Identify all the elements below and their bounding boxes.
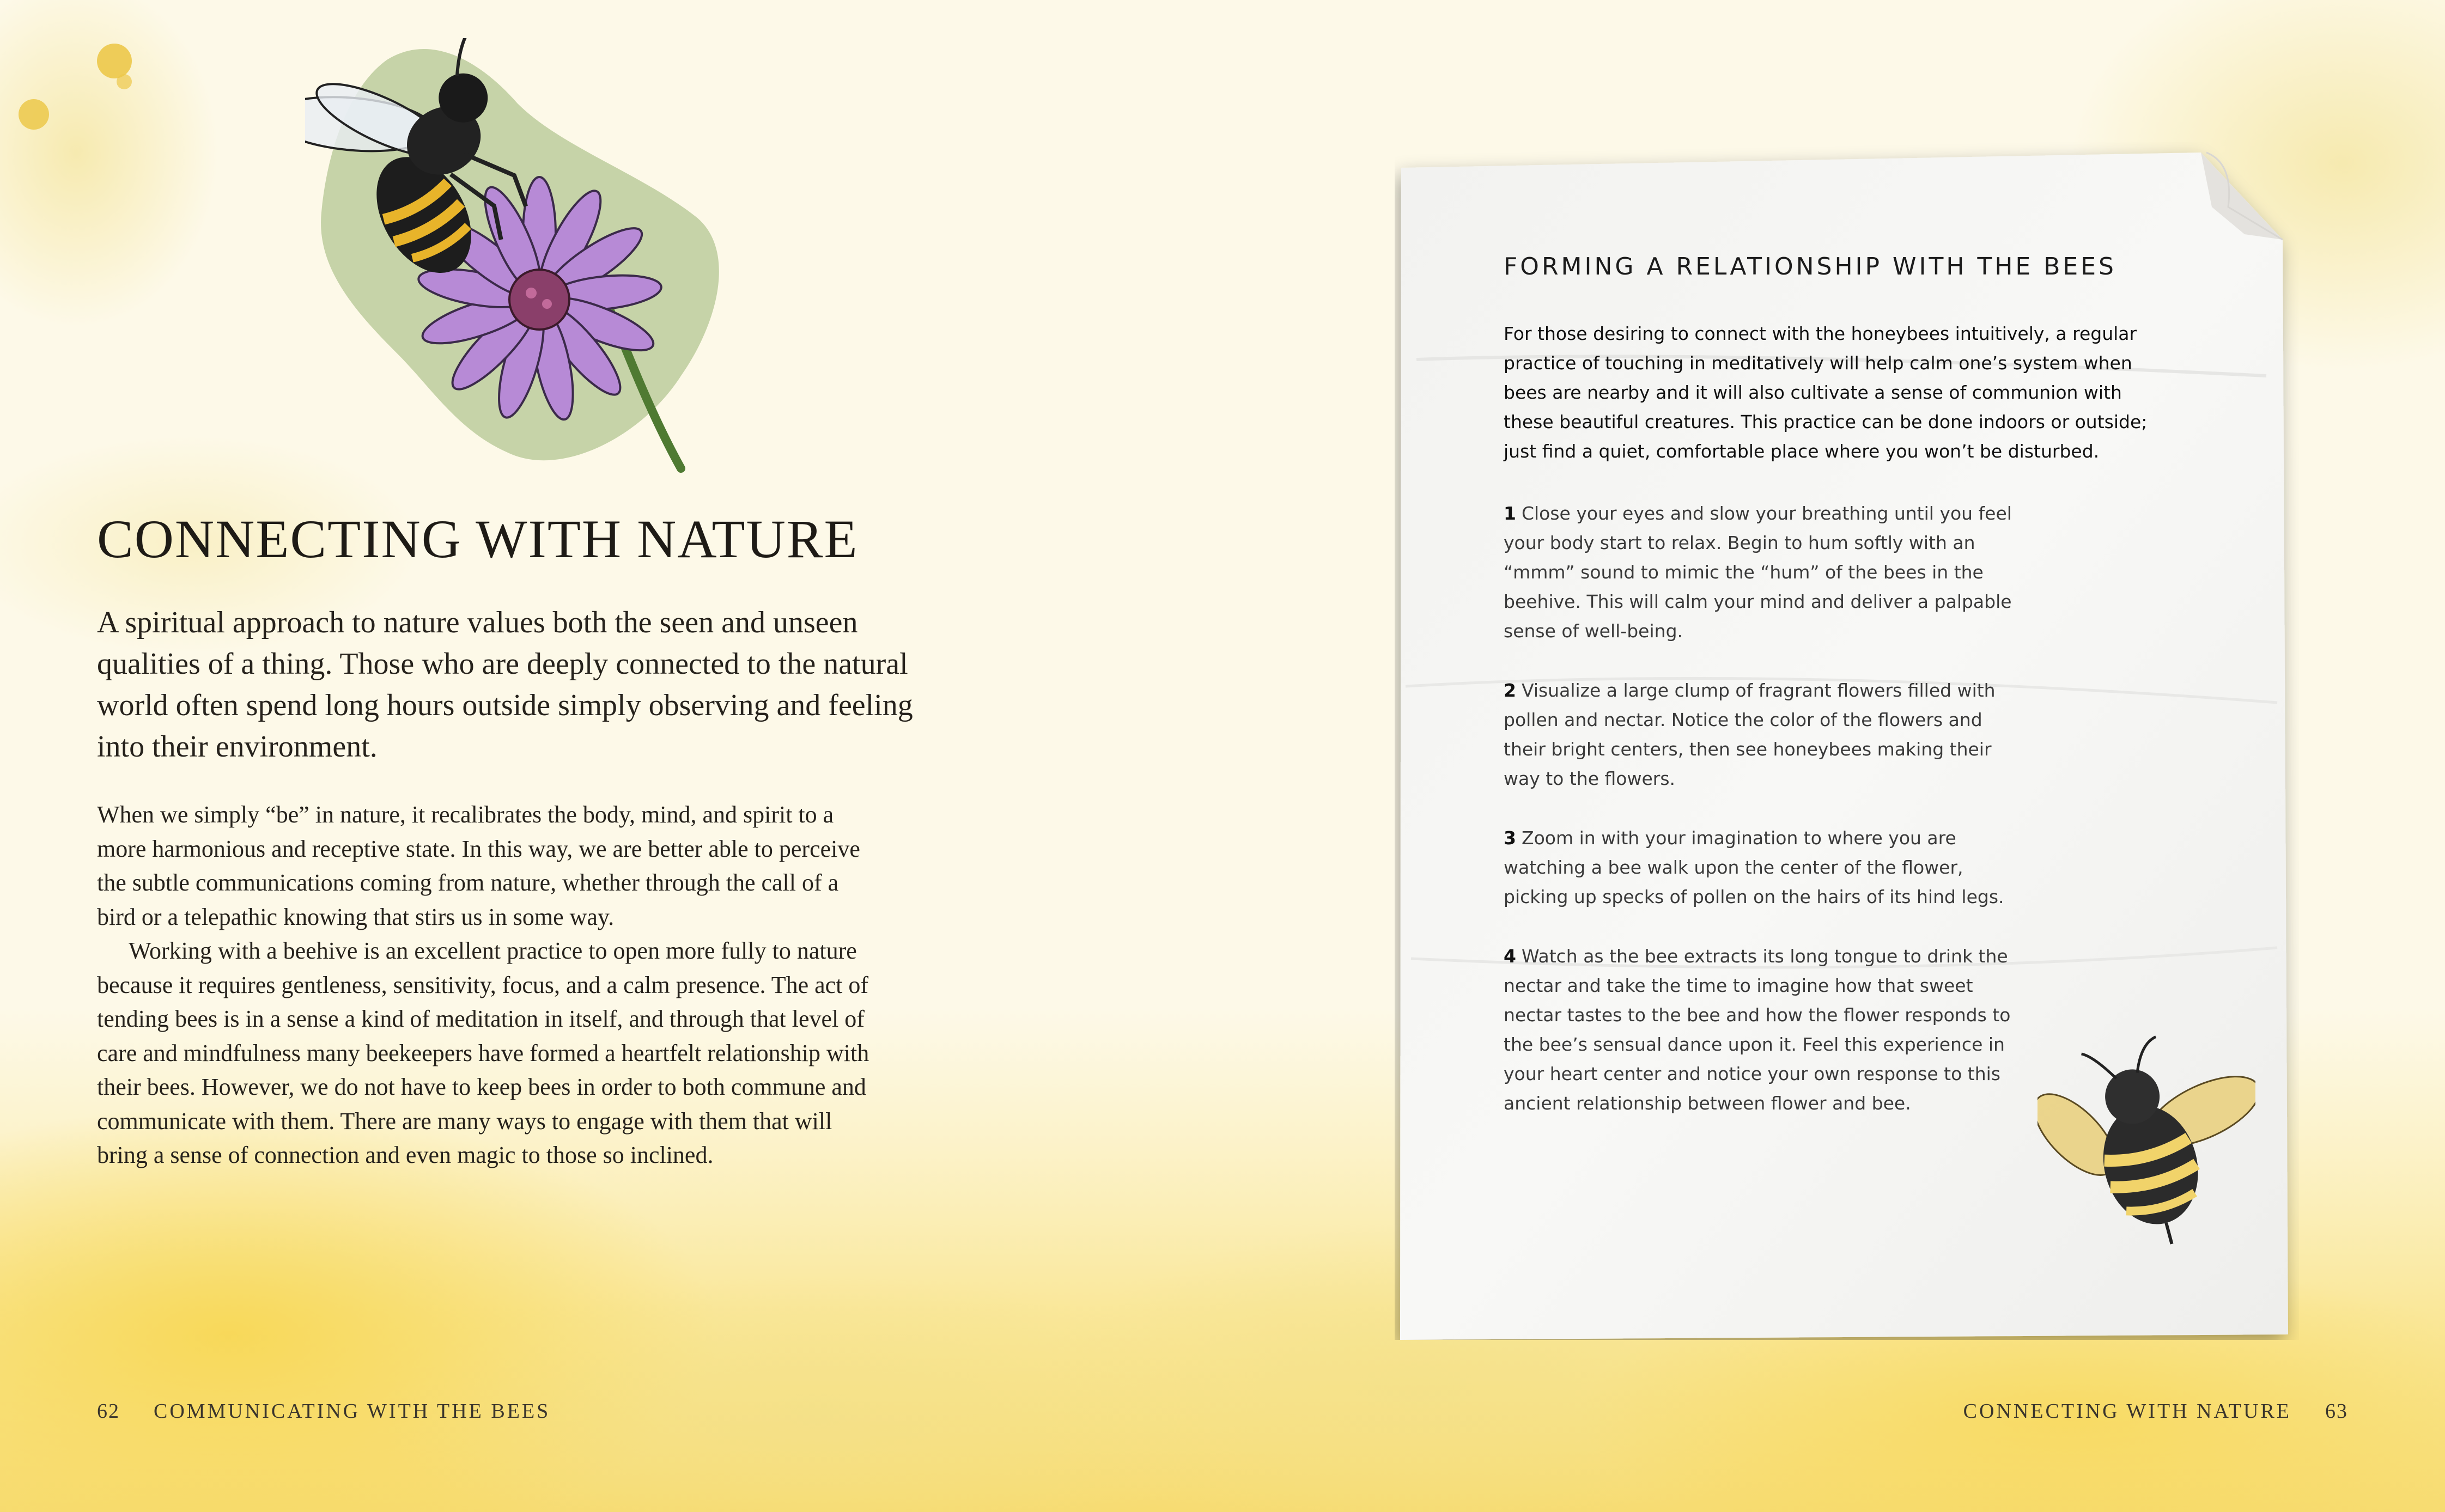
bee-and-coneflower-illustration [305,38,719,474]
right-running-head: CONNECTING WITH NATURE [1963,1400,2291,1423]
left-folio [97,1401,550,1422]
step-number: 1 [1504,503,1516,524]
step-text: Zoom in with your imagination to where you are watching a bee walk upon the center of the flower, picking up specks of pollen on the hairs of its hind legs. [1504,827,2004,907]
bumblebee-icon [2038,1035,2255,1253]
practice-steps [1504,499,2016,1148]
left-page-number: 62 [97,1400,120,1423]
step-item [1504,499,2016,646]
note-intro: For those desiring to connect with the honeybees intuitively, a regular practice of touching in meditatively will help calm one’s system when bees are nearby and it will also cultivate a sense of communion with these beautiful creatures. This practice can be done indoors or outside; just find a quiet, comfortable place where you won’t be disturbed. [1504,323,2148,462]
note-title: FORMING A RELATIONSHIP WITH THE BEES [1504,253,2116,281]
body-paragraph-1: When we simply “be” in nature, it recalibrates the body, mind, and spirit to a more harmonious and receptive state. In this way, we are better able to perceive the subtle communications coming from nature, whether through the call of a bird or a telepathic knowing that stirs us in some way. [97,801,860,930]
step-text: Watch as the bee extracts its long tongue to drink the nectar and take the time to imagine how that sweet nectar tastes to the bee and how the flower responds to the bee’s sensual dance upon it. Feel this experience in your heart center and notice your own response to this ancient relationship between flower and bee. [1504,946,2011,1114]
step-text: Visualize a large clump of fragrant flowers filled with pollen and nectar. Notice the color of the flowers and their bright centers, then see honeybees making their way to the flowers. [1504,680,1996,789]
right-folio [1963,1401,2348,1422]
body-paragraph-2: Working with a beehive is an excellent practice to open more fully to nature because it requires gentleness, sensitivity, focus, and a calm presence. The act of tending bees is in a sense a kind of meditation in itself, and through that level of care and mindfulness many beekeepers have formed a heartfelt relationship with their bees. However, we do not have to keep bees in order to both commune and communicate with them. There are many ways to engage with them that will bring a sense of connection and even magic to those so inclined. [97,937,869,1168]
right-page-number: 63 [2325,1400,2348,1423]
step-number: 2 [1504,680,1516,701]
lead-paragraph: A spiritual approach to nature values both the seen and unseen qualities of a thing. Those who are deeply connected to the natural world often spend long hours outside simply observing and feeling into their environment. [97,606,913,764]
left-running-head: COMMUNICATING WITH THE BEES [154,1400,551,1423]
step-number: 3 [1504,827,1516,849]
step-item [1504,676,2016,794]
step-number: 4 [1504,946,1516,967]
step-item [1504,942,2016,1118]
page-title: CONNECTING WITH NATURE [97,509,859,569]
step-item [1504,824,2016,912]
body-text [97,798,881,1173]
step-text: Close your eyes and slow your breathing until you feel your body start to relax. Begin to hum softly with an “mmm” sound to mimic the “hum” of the bees in the beehive. This will calm your mind and deliver a palpable sense of well-being. [1504,503,2012,642]
